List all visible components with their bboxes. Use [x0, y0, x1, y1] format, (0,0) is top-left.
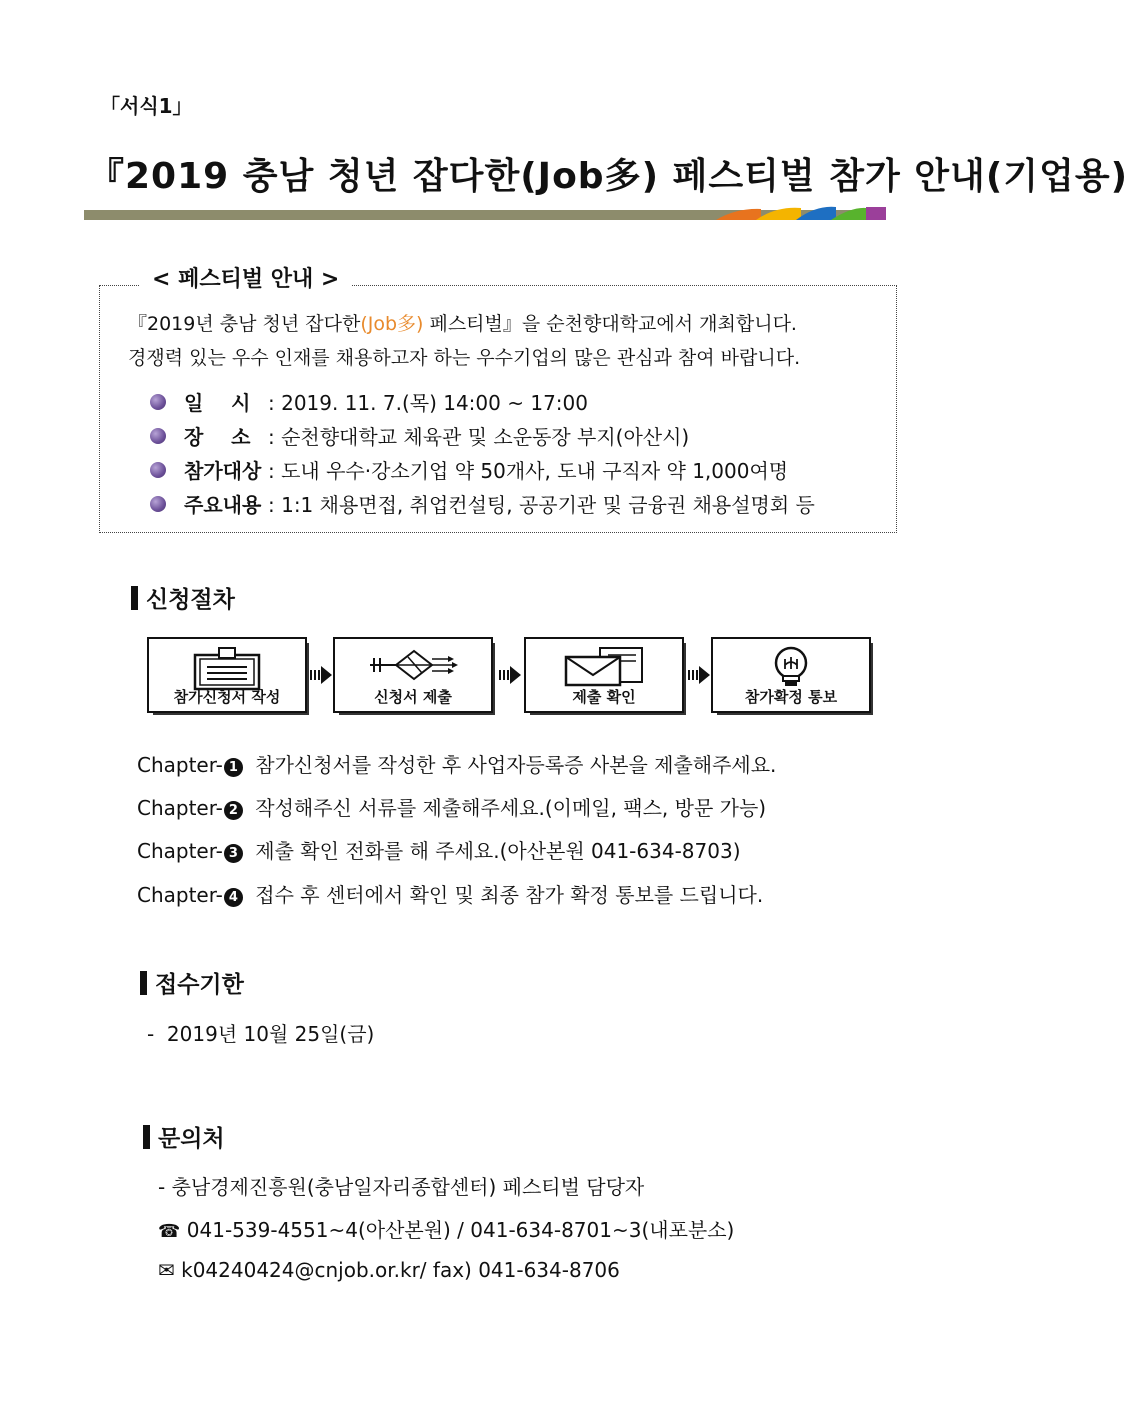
procedure-heading-text: 신청절차 [146, 587, 235, 613]
contact-organization: - 충남경제진흥원(충남일자리종합센터) 페스티벌 담당자 [158, 1175, 645, 1199]
step-arrow-icon [499, 664, 521, 686]
procedure-heading [131, 581, 235, 614]
deadline-heading [140, 966, 244, 999]
chapter-prefix: Chapter- [137, 796, 223, 820]
section-marker-icon [143, 1125, 150, 1149]
contact-phone: 041-539-4551~4(아산본원) / 041-634-8701~3(내포분소) [186, 1218, 735, 1242]
chapter-number-badge: 3 [224, 844, 243, 863]
bullet-icon [150, 462, 166, 478]
step-label: 신청서 제출 [374, 688, 452, 706]
intro-text-highlight: (Job多) [360, 313, 424, 335]
step-write-application [147, 637, 307, 713]
info-item-label: 장 소 [184, 425, 251, 449]
info-item-value: : 1:1 채용면접, 취업컨설팅, 공공기관 및 금융권 채용설명회 등 [268, 493, 815, 517]
deadline-heading-text: 접수기한 [155, 972, 244, 998]
clipboard-icon [191, 645, 263, 691]
info-item-value: : 순천향대학교 체육관 및 소운동장 부지(아산시) [268, 425, 690, 449]
chapter-text: 제출 확인 전화를 해 주세요.(아산본원 041-634-8703) [248, 839, 741, 863]
contact-heading [143, 1120, 225, 1153]
send-mail-icon [368, 645, 458, 685]
document-title: 『2019 충남 청년 잡다한(Job多) 페스티벌 참가 안내(기업용) [88, 156, 1128, 197]
chapter-4 [137, 879, 763, 908]
chapter-text: 접수 후 센터에서 확인 및 최종 참가 확정 통보를 드립니다. [248, 883, 764, 907]
envelope-document-icon [562, 645, 646, 687]
mail-icon: ✉ [158, 1258, 175, 1282]
form-label: 「서식1」 [100, 94, 193, 118]
chapter-number-badge: 2 [224, 801, 243, 820]
phone-icon: ☎ [158, 1221, 181, 1242]
info-item-label: 주요내용 [184, 493, 262, 517]
bullet-icon [150, 496, 166, 512]
bullet-icon [150, 394, 166, 410]
section-marker-icon [140, 971, 147, 995]
info-item-venue [150, 421, 689, 450]
section-marker-icon [131, 586, 138, 610]
info-item-main-content [150, 489, 815, 518]
chapter-prefix: Chapter- [137, 883, 223, 907]
info-item-datetime [150, 387, 588, 416]
step-submit-application [333, 637, 493, 713]
festival-info-heading: < 페스티벌 안내 > [140, 262, 351, 293]
contact-mail-line [158, 1258, 620, 1282]
chapter-text: 참가신청서를 작성한 후 사업자등록증 사본을 제출해주세요. [248, 753, 777, 777]
chapter-prefix: Chapter- [137, 839, 223, 863]
info-item-value: : 2019. 11. 7.(목) 14:00 ~ 17:00 [268, 391, 588, 415]
festival-intro-line-2: 경쟁력 있는 우수 인재를 채용하고자 하는 우수기업의 많은 관심과 참여 바랍니다. [128, 347, 801, 369]
info-item-participants [150, 455, 788, 484]
info-item-label: 참가대상 [184, 459, 262, 483]
step-confirm-submission [524, 637, 684, 713]
chapter-3 [137, 835, 741, 864]
intro-text-post: 페스티벌』을 순천향대학교에서 개최합니다. [423, 313, 797, 335]
info-item-value: : 도내 우수·강소기업 약 50개사, 도내 구직자 약 1,000여명 [268, 459, 789, 483]
step-label: 참가확정 통보 [744, 688, 838, 706]
chapter-2 [137, 792, 766, 821]
title-decoration-graphic [716, 205, 886, 220]
info-item-label: 일 시 [184, 391, 251, 415]
step-notify-confirmation [711, 637, 871, 713]
step-arrow-icon [688, 664, 710, 686]
contact-heading-text: 문의처 [158, 1126, 225, 1152]
step-label: 참가신청서 작성 [173, 688, 281, 706]
chapter-text: 작성해주신 서류를 제출해주세요.(이메일, 팩스, 방문 가능) [248, 796, 767, 820]
deadline-date: - 2019년 10월 25일(금) [147, 1022, 375, 1046]
chapter-prefix: Chapter- [137, 753, 223, 777]
step-label: 제출 확인 [572, 688, 636, 706]
lightbulb-icon [761, 645, 821, 689]
contact-phone-line [158, 1214, 734, 1243]
festival-intro-line-1 [128, 309, 797, 336]
step-arrow-icon [310, 664, 332, 686]
chapter-1 [137, 749, 776, 778]
chapter-number-badge: 1 [224, 758, 243, 777]
intro-text-pre: 『2019년 충남 청년 잡다한 [128, 313, 361, 335]
bullet-icon [150, 428, 166, 444]
chapter-number-badge: 4 [224, 888, 243, 907]
contact-mail: k04240424@cnjob.or.kr/ fax) 041-634-8706 [181, 1258, 620, 1282]
